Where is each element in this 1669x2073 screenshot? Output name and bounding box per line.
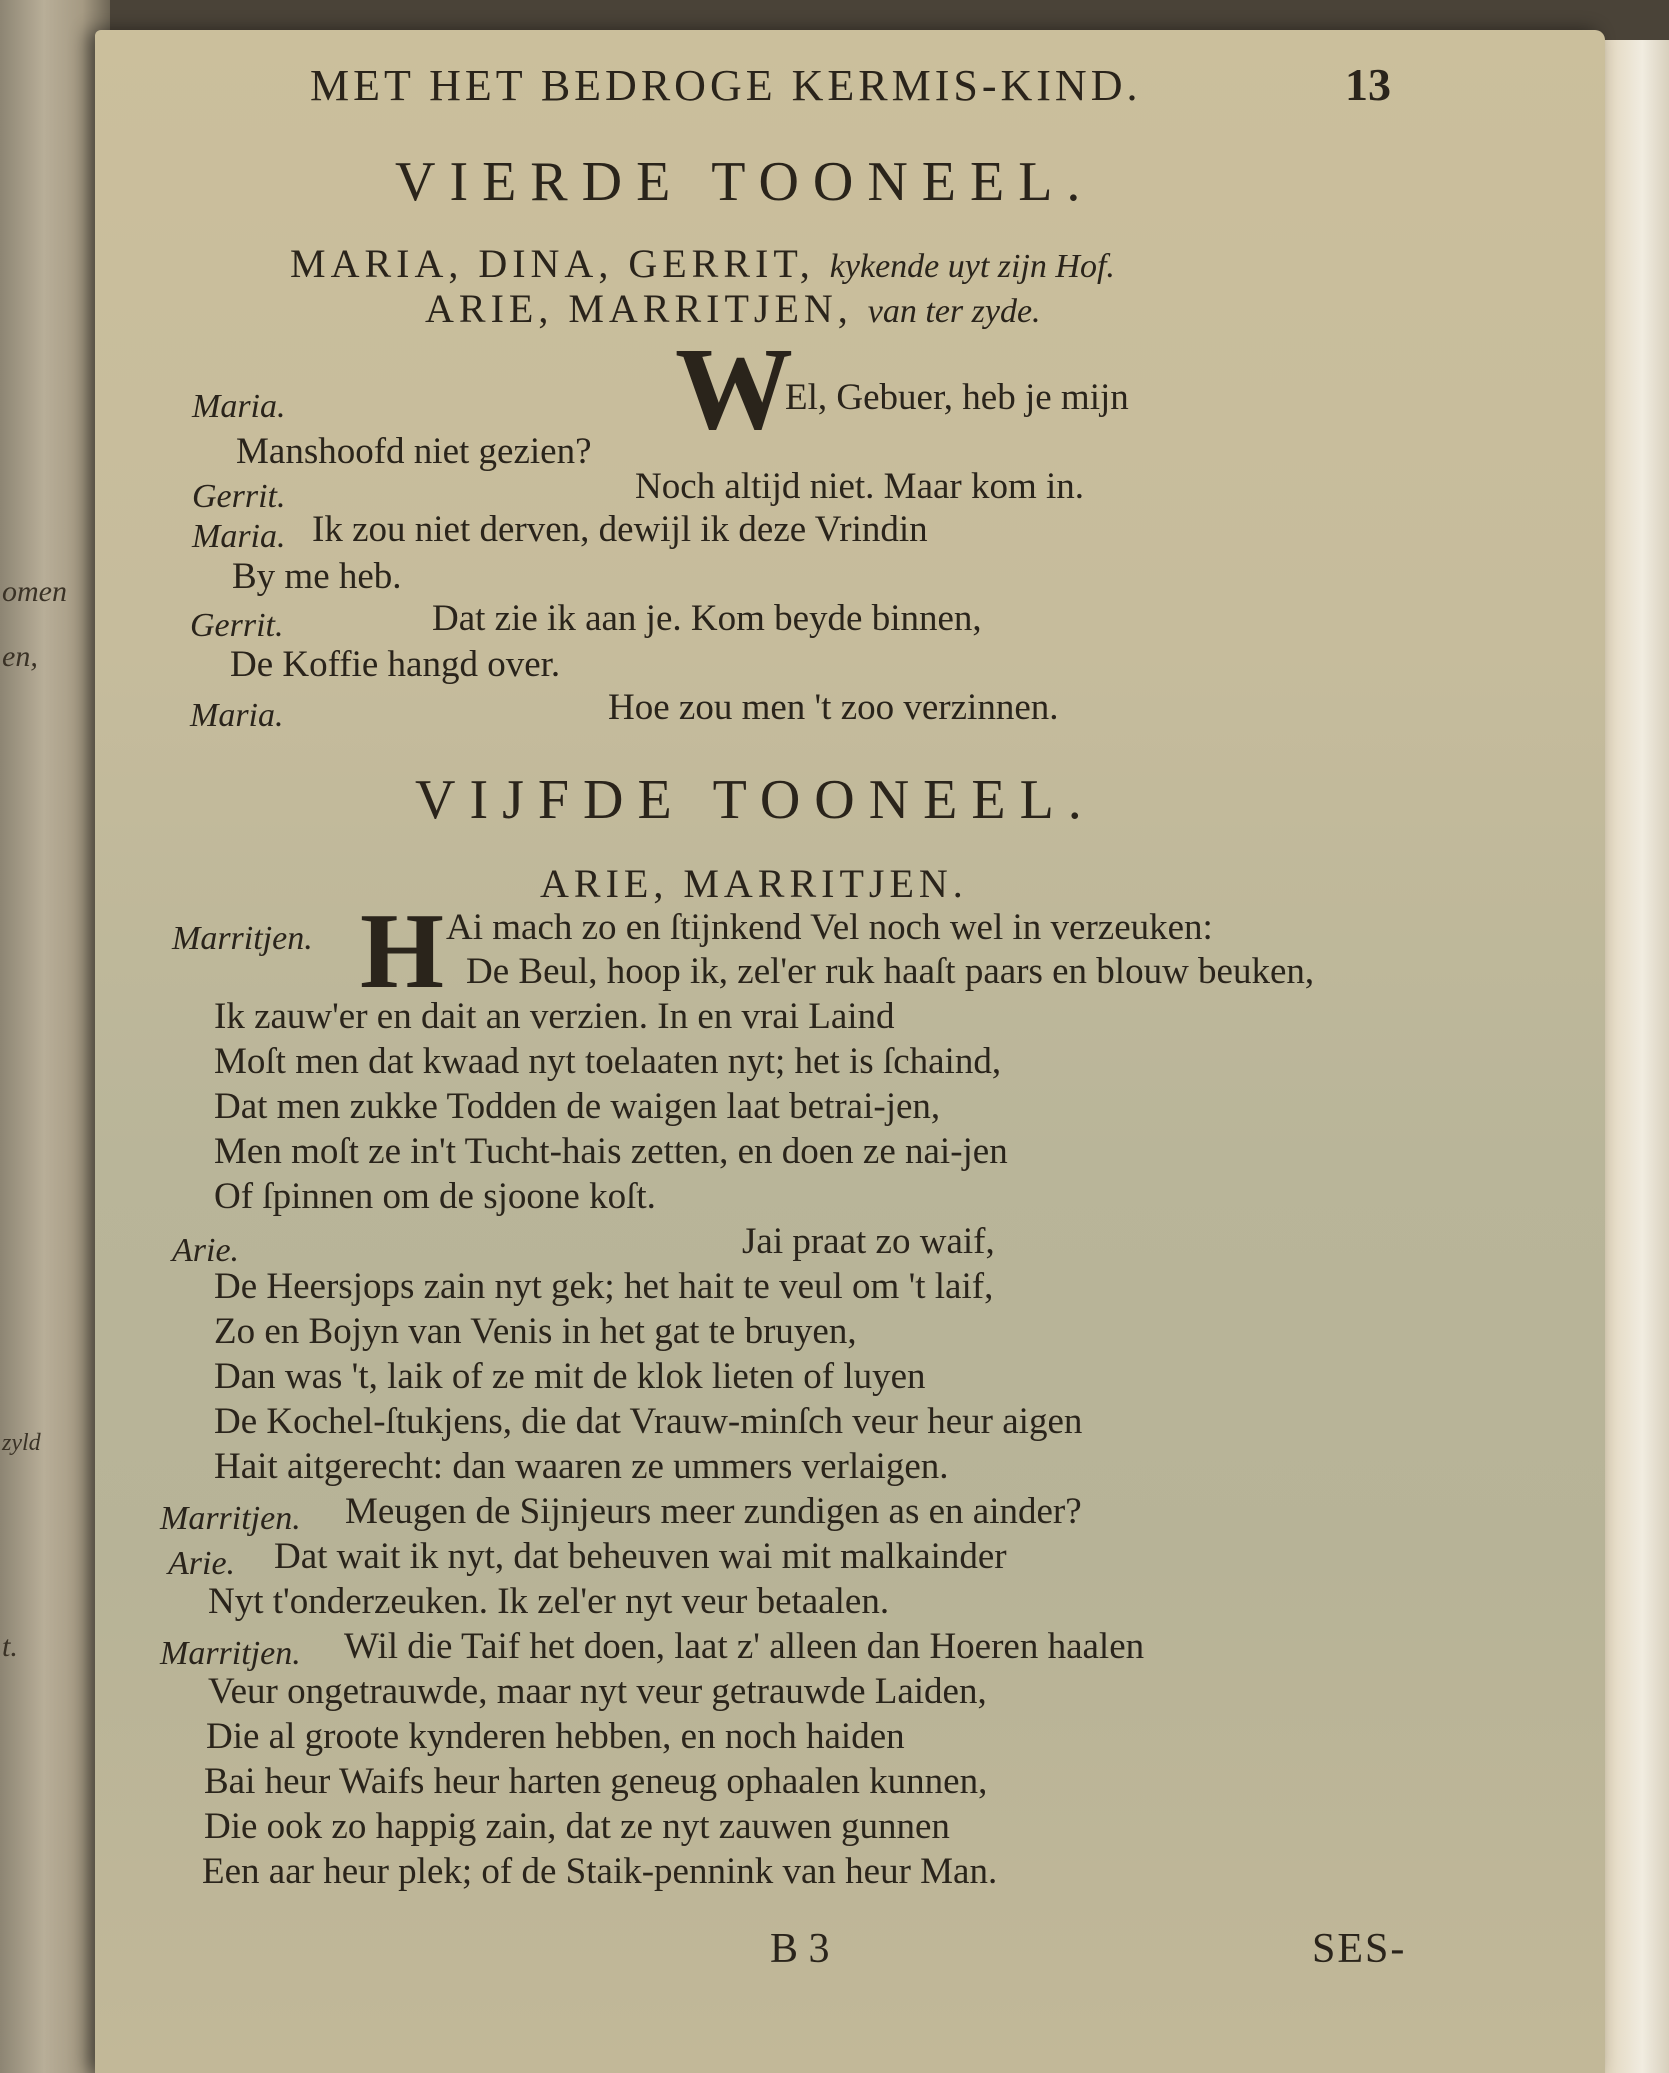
- verse-line: Dat wait ik nyt, dat beheuven wai mit malkainder: [274, 1536, 1007, 1577]
- margin-fragment: zyld: [2, 1430, 41, 1456]
- verse-line: Moſt men dat kwaad nyt toelaaten nyt; het is ſchaind,: [214, 1041, 1002, 1082]
- scene-4-cast-line-1: [290, 240, 1115, 287]
- verse-line: Men moſt ze in't Tucht-hais zetten, en doen ze nai-jen: [214, 1131, 1008, 1172]
- verse-line: Die ook zo happig zain, dat ze nyt zauwen gunnen: [204, 1806, 950, 1847]
- verse-line: Veur ongetrauwde, maar nyt veur getrauwde Laiden,: [208, 1671, 987, 1712]
- speaker-label: Arie.: [168, 1545, 236, 1582]
- speaker-label: Maria.: [192, 518, 286, 555]
- speaker-label: Arie.: [172, 1232, 240, 1269]
- verse-line: Ai mach zo en ſtijnkend Vel noch wel in verzeuken:: [446, 907, 1213, 948]
- verse-line: Wil die Taif het doen, laat z' alleen dan Hoeren haalen: [344, 1626, 1145, 1667]
- verse-line: Bai heur Waifs heur harten geneug ophaalen kunnen,: [204, 1761, 988, 1802]
- scene-5-cast: ARIE, MARRITJEN.: [540, 861, 968, 906]
- speaker-label: Marritjen.: [172, 920, 313, 957]
- verse-line: Zo en Bojyn van Venis in het gat te bruyen,: [214, 1311, 857, 1352]
- verse-line: Hoe zou men 't zoo verzinnen.: [608, 687, 1059, 728]
- verse-line: Ik zou niet derven, dewijl ik deze Vrindin: [312, 509, 928, 550]
- facing-page-edge: [0, 0, 110, 2073]
- verse-line: Ik zauw'er en dait an verzien. In en vrai Laind: [214, 996, 895, 1037]
- running-head: MET HET BEDROGE KERMIS-KIND.: [310, 61, 1142, 110]
- stage-direction: van ter zyde.: [867, 293, 1041, 330]
- stage-direction: kykende uyt zijn Hof.: [829, 248, 1115, 285]
- verse-line: De Heersjops zain nyt gek; het hait te veul om 't laif,: [214, 1266, 994, 1307]
- margin-fragment: en,: [2, 640, 38, 673]
- signature-mark: B 3: [770, 1926, 830, 1972]
- verse-line: Hait aitgerecht: dan waaren ze ummers verlaigen.: [214, 1446, 949, 1487]
- verse-line: Manshoofd niet gezien?: [236, 431, 592, 472]
- verse-line: By me heb.: [232, 556, 402, 597]
- speaker-label: Marritjen.: [160, 1635, 301, 1672]
- drop-cap: H: [360, 892, 445, 1011]
- verse-line: El, Gebuer, heb je mijn: [785, 377, 1129, 418]
- verse-line: Dan was 't, laik of ze mit de klok lieten of luyen: [214, 1356, 926, 1397]
- verse-line: De Beul, hoop ik, zel'er ruk haaſt paars en blouw beuken,: [466, 951, 1315, 992]
- speaker-label: Marritjen.: [160, 1500, 301, 1537]
- speaker-label: Maria.: [192, 388, 286, 425]
- drop-cap: W: [675, 323, 793, 454]
- verse-line: Jai praat zo waif,: [742, 1221, 995, 1262]
- margin-fragment: omen: [2, 575, 67, 608]
- verse-line: Nyt t'onderzeuken. Ik zel'er nyt veur betaalen.: [208, 1581, 890, 1622]
- speaker-label: Gerrit.: [192, 478, 286, 515]
- catchword: SES-: [1312, 1926, 1407, 1972]
- verse-line: Een aar heur plek; of de Staik-pennink van heur Man.: [202, 1851, 998, 1892]
- verse-line: Of ſpinnen om de sjoone koſt.: [214, 1176, 656, 1217]
- verse-line: Die al groote kynderen hebben, en noch haiden: [206, 1716, 905, 1757]
- scene-5-title: VIJFDE TOONEEL.: [415, 769, 1096, 831]
- verse-line: Meugen de Sijnjeurs meer zundigen as en ainder?: [345, 1491, 1082, 1532]
- cast-names: MARIA, DINA, GERRIT,: [290, 241, 815, 286]
- verse-line: De Koffie hangd over.: [230, 644, 561, 685]
- verse-line: Dat men zukke Todden de waigen laat betrai-jen,: [214, 1086, 941, 1127]
- verse-line: De Kochel-ſtukjens, die dat Vrauw-minſch veur heur aigen: [214, 1401, 1083, 1442]
- verse-line: Dat zie ik aan je. Kom beyde binnen,: [432, 598, 982, 639]
- page-number: 13: [1345, 59, 1391, 110]
- verse-line: Noch altijd niet. Maar kom in.: [635, 466, 1085, 507]
- margin-fragment: t.: [2, 1630, 18, 1663]
- scene-4-title: VIERDE TOONEEL.: [395, 151, 1095, 213]
- speaker-label: Maria.: [190, 697, 284, 734]
- speaker-label: Gerrit.: [190, 607, 284, 644]
- cast-names: ARIE, MARRITJEN,: [425, 286, 853, 331]
